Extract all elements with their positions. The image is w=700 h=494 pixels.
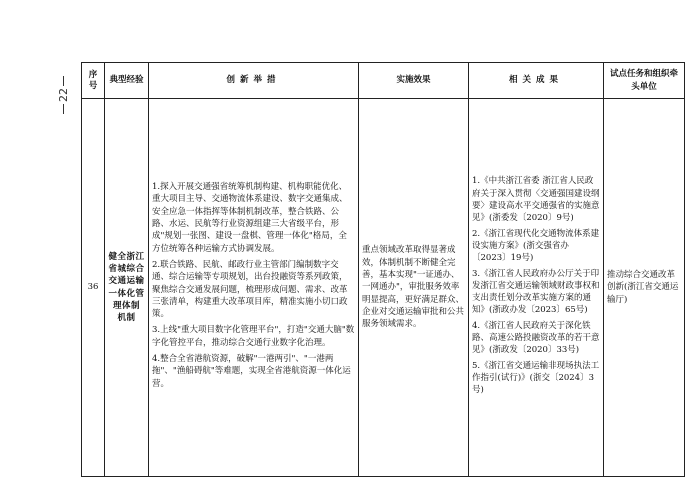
page-number-text: 22 [56, 88, 70, 102]
measure-item: 1.探入开展交通强省统筹机制构建、机构职能优化、重大项目主导、交通物流体系建设、数字交通集成、安全应急一体指挥等体制机制改革，整合铁路、公路、水运、民航等行业资源组建三大省级平台，形成"规划一张图、建设一盘棋、管理一体化"格局，全方位统筹各种运输方式协调发展。 [152, 182, 348, 254]
experience-line: 交通运输 [108, 276, 145, 287]
pilot-experience-table [81, 62, 685, 477]
experience-line: 省城综合 [108, 263, 145, 274]
table-header-row [82, 63, 685, 99]
row-results [469, 99, 604, 477]
result-item: 3.《浙江省人民政府办公厅关于印发浙江省交通运输领域财政事权和支出责任划分改革实施方案的通知》(浙政办发〔2023〕65号) [472, 268, 600, 316]
header-experience: 典型经验 [105, 63, 149, 99]
row-effect: 重点领域改革取得显著成效，体制机制不断健全完善，基本实现"一证通办、一网通办"，审批服务效率明显提高，更好满足群众、企业对交通运输审批和公共服务领域需求。 [359, 99, 469, 477]
page-number-dash-top [63, 76, 64, 86]
result-item: 2.《浙江省现代化交通物流体系建设实施方案》(浙交强省办〔2023〕19号) [472, 228, 600, 264]
header-task-unit: 试点任务和组织牵头单位 [604, 63, 685, 99]
row-seq: 36 [82, 99, 105, 477]
row-experience [105, 99, 149, 477]
result-item: 1.《中共浙江省委 浙江省人民政府关于深入贯彻〈交通强国建设纲要〉建设高水平交通强省的实施意见》(浙委发〔2020〕9号) [472, 176, 600, 224]
header-effect: 实施效果 [359, 63, 469, 99]
measure-item: 3.上线"重大项目数字化管理平台"，打造"交通大脑"数字化管控平台，推动综合交通行业数字化治理。 [152, 325, 355, 348]
result-item: 5.《浙江省交通运输非现场执法工作指引(试行)》(浙交〔2024〕3号) [472, 360, 600, 396]
row-measures [149, 99, 359, 477]
page-number [56, 74, 70, 124]
experience-line: 理体制 [112, 300, 140, 311]
measure-item: 2.联合铁路、民航、邮政行业主管部门编制数字交通、综合运输等专项规划，出台投融资等系列政策，聚焦综合交通发展问题，梳理形成问题、需求、改革三张清单，构建重大改革项目库，精准实施小切口政策。 [152, 259, 348, 320]
experience-line: 健全浙江 [108, 251, 145, 262]
row-task-unit: 推动综合交通改革创新(浙江省交通运输厅) [604, 99, 685, 477]
table-row [82, 99, 685, 477]
header-measures: 创新举措 [149, 63, 359, 99]
experience-line: 机制 [117, 313, 136, 324]
result-item: 4.《浙江省人民政府关于深化铁路、高速公路投融资改革的若干意见》(浙政发〔2020〕33号) [472, 320, 600, 356]
header-seq: 序号 [82, 63, 105, 99]
header-results: 相关成果 [469, 63, 604, 99]
page-number-dash-bottom [63, 104, 64, 114]
experience-line: 一体化管 [108, 288, 145, 299]
measure-item: 4.整合全省港航资源，破解"一港两引"、"一港两拖"、"渔船碍航"等难题，实现全省港航资源一体化运营。 [152, 354, 351, 389]
